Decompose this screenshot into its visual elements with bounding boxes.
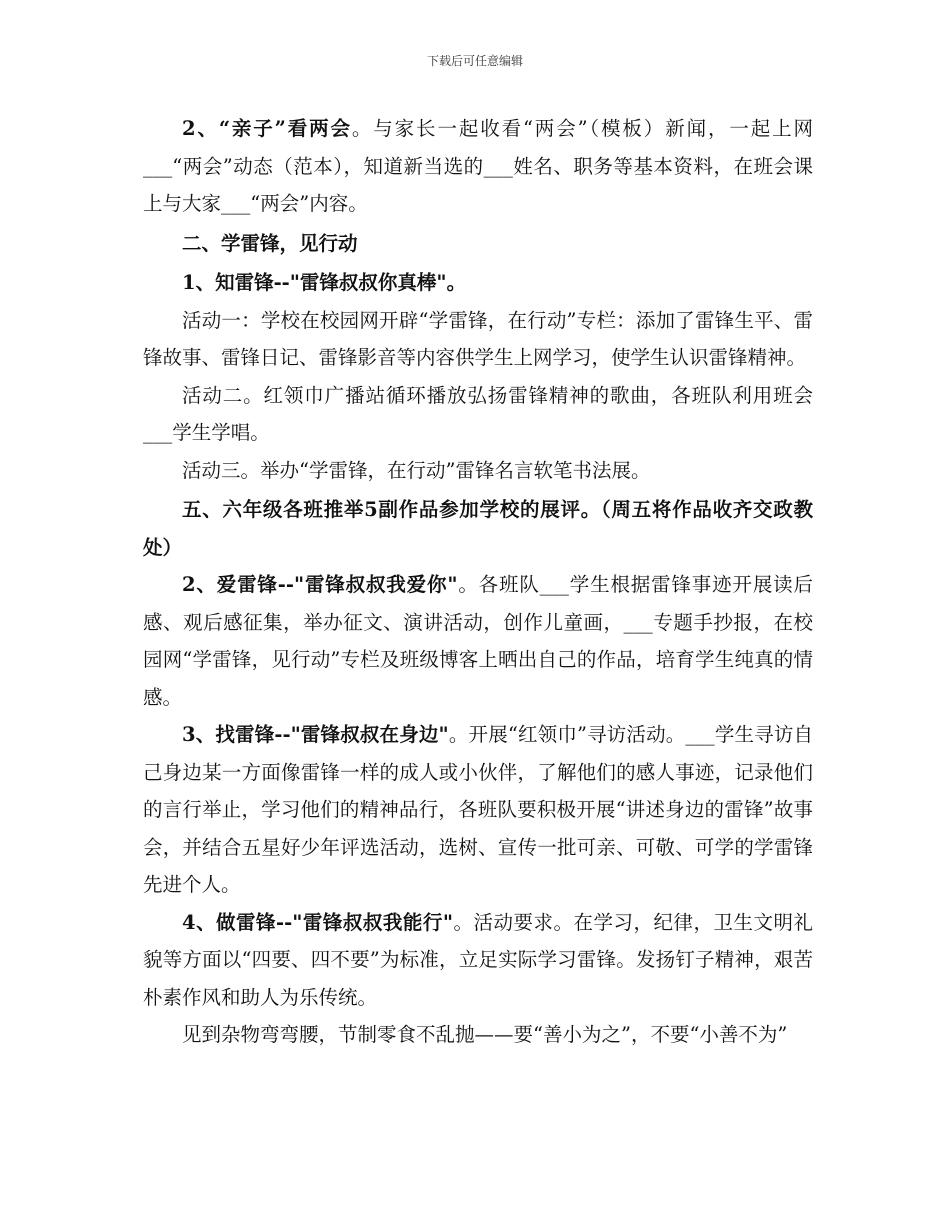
paragraph-lead: 4、做雷锋--"雷锋叔叔我能行" [182, 910, 454, 934]
paragraph-text: 。与家长一起收看“两会”（模板）新闻，一起上网___“两会”动态（范本），知道新当选的___姓名、职务等基本资料，在班会课上与大家___“两会”内容。 [143, 117, 813, 215]
paragraph-text: 。开展“红领巾”寻访活动。___学生寻访自己身边某一方面像雷锋一样的成人或小伙伴，了解他们的感人事迹，记录他们的言行举止，学习他们的精神品行，各班队要积极开展“讲述身边的雷锋”故事会，并结合五星好少年评选活动，选树、宣传一批可亲、可敬、可学的学雷锋先进个人。 [143, 723, 813, 896]
heading-grade-selection: 五、六年级各班推举5副作品参加学校的展评。（周五将作品收齐交政教处） [143, 498, 813, 559]
paragraph-activity-three: 活动三。举办“学雷锋，在行动”雷锋名言软笔书法展。 [182, 458, 651, 482]
paragraph-activity-two: 活动二。红领巾广播站循环播放弘扬雷锋精神的歌曲，各班队利用班会___学生学唱。 [143, 383, 813, 444]
paragraph-lead: 2、“亲子”看两会 [182, 117, 352, 140]
paragraph-text: 。各班队___学生根据雷锋事迹开展读后感、观后感征集，举办征文、演讲活动，创作儿童画，___专题手抄报，在校园网“学雷锋，见行动”专栏及班级博客上晒出自己的作品，培育学生纯真的情感。 [143, 573, 813, 709]
section-heading-learn-leifeng: 二、学雷锋，见行动 [182, 231, 358, 255]
paragraph-lead: 3、找雷锋--"雷锋叔叔在身边" [182, 723, 449, 746]
document-body [143, 110, 813, 1054]
paragraph-be-leifeng [143, 904, 813, 1017]
paragraph-small-good-deeds: 见到杂物弯弯腰，节制零食不乱抛——要“善小为之”，不要“小善不为” [182, 1023, 788, 1046]
page-header: 下载后可任意编辑 [426, 54, 523, 68]
paragraph-activity-one: 活动一：学校在校园网开辟“学雷锋，在行动”专栏：添加了雷锋生平、雷锋故事、雷锋日记、雷锋影音等内容供学生上网学习，使学生认识雷锋精神。 [143, 308, 813, 369]
paragraph-lead: 2、爱雷锋--"雷锋叔叔我爱你" [182, 573, 458, 596]
paragraph-find-leifeng [143, 716, 813, 904]
paragraph-parent-child-lianghui [143, 110, 813, 223]
paragraph-text: 。活动要求。在学习，纪律，卫生文明礼貌等方面以“四要、四不要”为标准，立足实际学习雷锋。发扬钉子精神，艰苦朴素作风和助人为乐传统。 [143, 910, 813, 1009]
subheading-know-leifeng: 1、知雷锋--"雷锋叔叔你真棒"。 [182, 271, 467, 294]
paragraph-love-leifeng [143, 566, 813, 716]
